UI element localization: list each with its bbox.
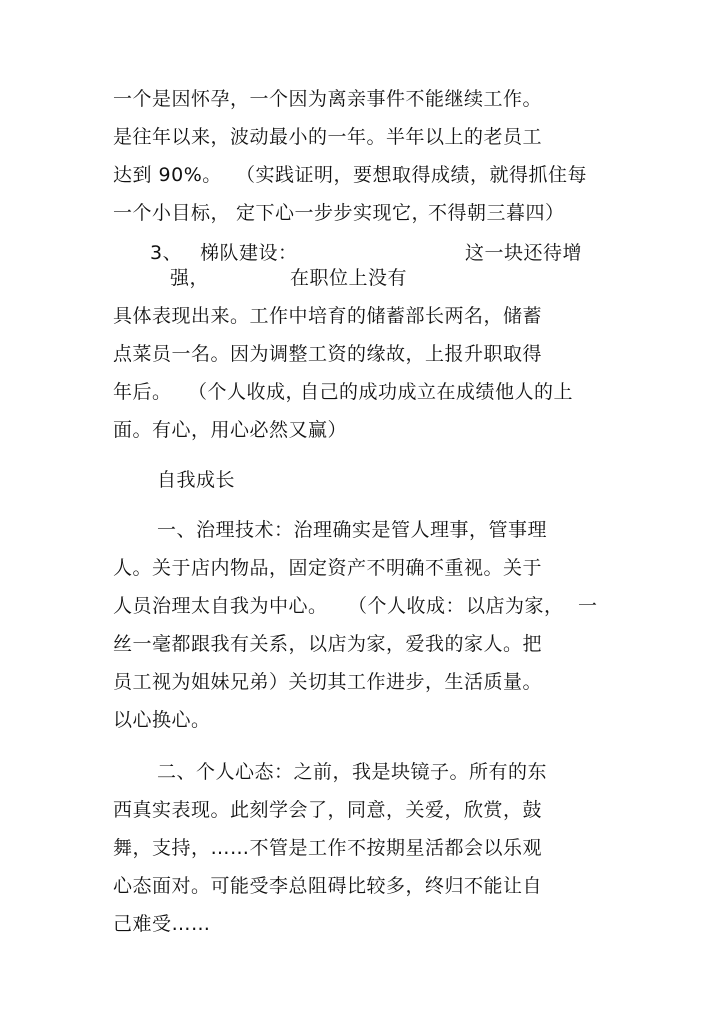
text-line: 丝一毫都跟我有关系，以店为家，爱我的家人。把 <box>113 633 543 655</box>
text-line: 舞，支持，……不管是工作不按期星活都会以乐观 <box>113 837 543 859</box>
text-line: （个人收成， <box>188 381 306 403</box>
text-line: 员工视为姐妹兄弟）关切其工作进步，生活质量。 <box>113 671 543 693</box>
text-line: 自己的成功成立在成绩他人的上 <box>300 381 574 403</box>
text-line: 定下心一步步实现它， <box>236 202 432 224</box>
text-line: 一个小目标， <box>113 202 231 224</box>
text-line: （个人收成： <box>348 595 466 617</box>
text-line: 达到 90%。 <box>113 164 222 186</box>
text-line: 心态面对。可能受李总阻碍比较多，终归不能让自 <box>113 875 543 897</box>
text-line: 二、个人心态：之前，我是块镜子。所有的东 <box>157 761 548 783</box>
section-heading: 自我成长 <box>157 469 236 491</box>
section-number: 3、 <box>150 242 183 264</box>
text-line: 一个是因怀孕，一个因为离亲事件不能继续工作。 <box>113 88 543 110</box>
text-line: 以心换心。 <box>113 709 211 731</box>
text-line: 是往年以来，波动最小的一年。半年以上的老员工 <box>113 126 543 148</box>
text-line: 人员治理太自我为中心。 <box>113 595 328 617</box>
text-line: 年后。 <box>113 381 172 403</box>
section-heading: 梯队建设： <box>200 242 298 264</box>
text-line: 在职位上没有 <box>290 267 408 289</box>
text-line: 西真实表现。此刻学会了，同意，关爱，欣赏，鼓 <box>113 799 543 821</box>
text-line: 具体表现出来。工作中培育的储蓄部长两名，储蓄 <box>113 305 543 327</box>
text-line: 己难受…… <box>113 913 211 935</box>
text-line: 点菜员一名。因为调整工资的缘故，上报升职取得 <box>113 343 543 365</box>
text-line: 以店为家， <box>466 595 564 617</box>
text-line: 人。关于店内物品，固定资产不明确不重视。关于 <box>113 557 543 579</box>
text-line: 强， <box>170 267 210 289</box>
text-line: 不得朝三暮四） <box>428 202 565 224</box>
text-line: 一、治理技术：治理确实是管人理事，管事理 <box>157 519 548 541</box>
text-line: 这一块还待增 <box>465 242 583 264</box>
text-line: （实践证明，要想取得成绩，就得抓住每 <box>236 164 588 186</box>
text-line: 一 <box>578 595 598 617</box>
text-line: 面。有心，用心必然又赢） <box>113 419 348 441</box>
